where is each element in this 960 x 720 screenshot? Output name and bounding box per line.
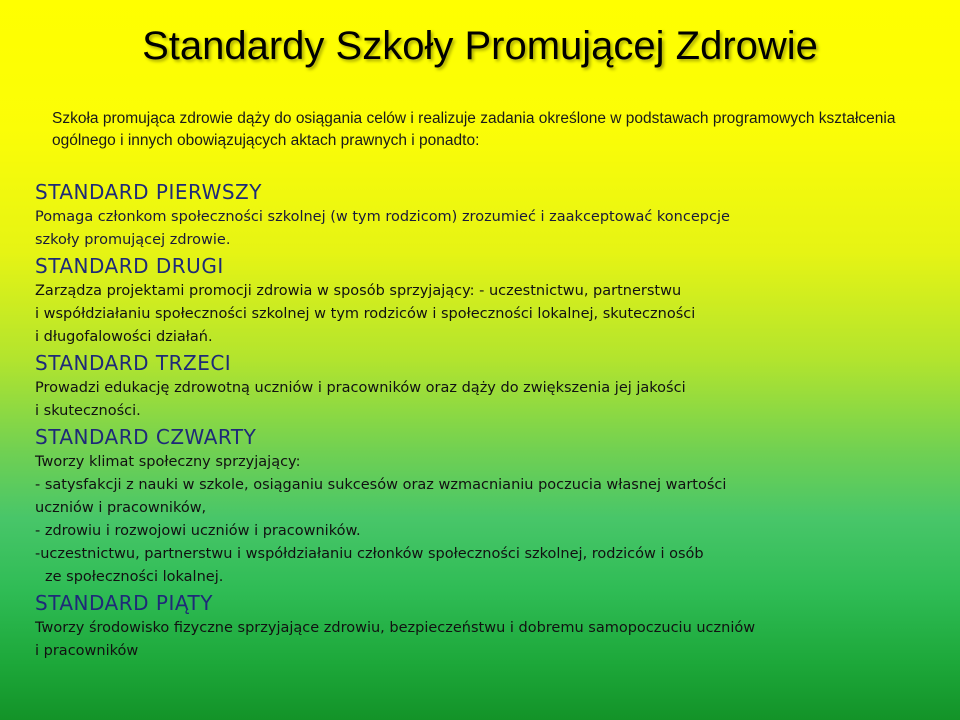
standard-line: i skuteczności.: [35, 403, 141, 419]
standard-section-2: [35, 252, 925, 349]
standard-heading: STANDARD DRUGI: [35, 254, 224, 278]
standard-section-1: [35, 178, 925, 252]
standard-line: ze społeczności lokalnej.: [45, 569, 224, 585]
standard-line: Pomaga członkom społeczności szkolnej (w tym rodzicom) zrozumieć i zaakceptować koncepcje: [35, 209, 730, 225]
standard-line: i pracowników: [35, 643, 139, 659]
standard-line: Zarządza projektami promocji zdrowia w sposób sprzyjający: - uczestnictwu, partnerstwu: [35, 283, 682, 299]
standard-line: -uczestnictwu, partnerstwu i współdziałaniu członków społeczności szkolnej, rodziców i osób: [35, 546, 704, 562]
standard-line: - zdrowiu i rozwojowi uczniów i pracowników.: [35, 523, 361, 539]
standards-list: [35, 178, 925, 663]
standard-line: Tworzy klimat społeczny sprzyjający:: [35, 454, 301, 470]
standard-line: uczniów i pracowników,: [35, 500, 207, 516]
standard-line: i długofalowości działań.: [35, 329, 213, 345]
standard-line: Prowadzi edukację zdrowotną uczniów i pracowników oraz dąży do zwiększenia jej jakości: [35, 380, 686, 396]
standard-section-4: [35, 423, 925, 589]
intro-paragraph: Szkoła promująca zdrowie dąży do osiągania celów i realizuje zadania określone w podstawach programowych kształcenia ogólnego i innych obowiązujących aktach prawnych i ponadto:: [52, 110, 896, 149]
standard-section-3: [35, 349, 925, 423]
standard-line: Tworzy środowisko fizyczne sprzyjające zdrowiu, bezpieczeństwu i dobremu samopoczuciu uczniów: [35, 620, 756, 636]
standard-line: szkoły promującej zdrowie.: [35, 232, 231, 248]
standard-section-5: [35, 589, 925, 663]
standard-heading: STANDARD TRZECI: [35, 351, 232, 375]
standard-line: i współdziałaniu społeczności szkolnej w tym rodziców i społeczności lokalnej, skuteczności: [35, 306, 696, 322]
standard-line: - satysfakcji z nauki w szkole, osiąganiu sukcesów oraz wzmacnianiu poczucia własnej wartości: [35, 477, 727, 493]
slide-title: Standardy Szkoły Promującej Zdrowie: [142, 24, 818, 68]
standard-heading: STANDARD CZWARTY: [35, 425, 257, 449]
standard-heading: STANDARD PIERWSZY: [35, 180, 262, 204]
standard-heading: STANDARD PIĄTY: [35, 591, 213, 615]
